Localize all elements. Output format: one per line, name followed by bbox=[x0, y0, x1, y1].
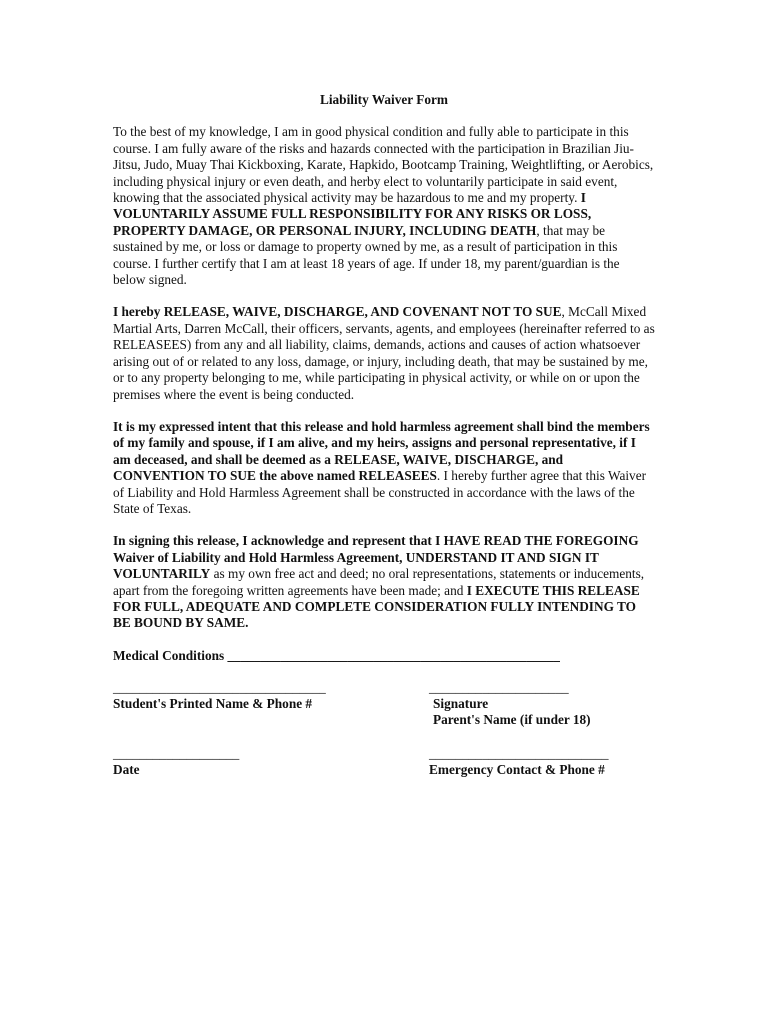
para3-bold-intent: It is my expressed intent that this release and hold harmless agreement shall bind the members of my family and spouse, if I am alive, and my heirs, assigns and personal representative, if I am deceased, and shall be deemed as a RELEASE, WAIVE, DISCHARGE, and CONVENTION TO SUE the above named RELEASEES bbox=[113, 418, 650, 484]
parent-name-label: Parent's Name (if under 18) bbox=[433, 712, 591, 728]
medical-conditions-label: Medical Conditions bbox=[113, 647, 228, 663]
date-line[interactable]: ___________________ bbox=[113, 746, 240, 762]
medical-conditions-line[interactable]: __________________________________________________ bbox=[227, 647, 560, 663]
emergency-contact-label: Emergency Contact & Phone # bbox=[429, 762, 605, 778]
para3-text-1: . I hereby further agree that this Waiver of Liability and Hold Harmless Agreement shall be constructed in accordance with the laws of the State of Texas. bbox=[113, 468, 647, 516]
date-block bbox=[113, 746, 239, 778]
para1-bold-assume-risk: I VOLUNTARILY ASSUME FULL RESPONSIBILITY FOR ANY RISKS OR LOSS, PROPERTY DAMAGE, OR PERSONAL INJURY, INCLUDING DEATH bbox=[113, 190, 592, 238]
date-label: Date bbox=[113, 762, 140, 778]
para2-text-1: , McCall Mixed Martial Arts, Darren McCall, their officers, servants, agents, and employees (hereinafter referred to as RELEASEES) from any and all liability, claims, demands, actions and causes of action whatsoever arising out of or related to any loss, damage, or injury, including death, that may be sustained by me, or to any property belonging to me, while participating in physical activity, or while on or upon the premises where the event is being conducted. bbox=[113, 304, 655, 402]
student-name-line[interactable]: ________________________________ bbox=[113, 680, 326, 696]
student-name-block bbox=[113, 680, 326, 712]
student-name-label: Student's Printed Name & Phone # bbox=[113, 696, 313, 712]
waiver-document bbox=[113, 92, 655, 796]
para2-bold-release: I hereby RELEASE, WAIVE, DISCHARGE, AND COVENANT NOT TO SUE bbox=[113, 304, 562, 320]
paragraph-risk-acknowledgement bbox=[113, 124, 655, 288]
paragraph-signing bbox=[113, 533, 655, 631]
signature-block bbox=[429, 680, 591, 728]
para1-text-1: To the best of my knowledge, I am in good physical condition and fully able to participate in this course. I am fully aware of the risks and hazards connected with the participation in Brazilian Jiu-Jitsu, Judo, Muay Thai Kickboxing, Karate, Hapkido, Bootcamp Training, Weightlifting, or Aerobics, including physical injury or even death, and herby elect to voluntarily participate in said event, knowing that the associated physical activity may be hazardous to me and my property. bbox=[113, 124, 654, 206]
signature-row-2 bbox=[113, 746, 655, 796]
signature-label: Signature bbox=[433, 696, 489, 712]
emergency-contact-block bbox=[429, 746, 609, 778]
para1-text-2: , that may be sustained by me, or loss or damage to property owned by me, as a result of participation in this course. I further certify that I am at least 18 years of age. If under 18, my parent/guardian is the below signed. bbox=[113, 222, 620, 288]
medical-conditions-field[interactable] bbox=[113, 648, 655, 664]
signature-row-1 bbox=[113, 680, 655, 730]
para4-bold-2: I EXECUTE THIS RELEASE FOR FULL, ADEQUATE AND COMPLETE CONSIDERATION FULLY INTENDING TO BE BOUND BY SAME. bbox=[113, 582, 640, 631]
emergency-contact-line[interactable]: ___________________________ bbox=[429, 746, 609, 762]
paragraph-intent bbox=[113, 419, 655, 517]
para4-bold-1: In signing this release, I acknowledge and represent that I HAVE READ THE FOREGOING Waiver of Liability and Hold Harmless Agreement, UNDERSTAND IT AND SIGN IT VOLUNTARILY bbox=[113, 533, 639, 582]
document-title: Liability Waiver Form bbox=[319, 92, 449, 107]
paragraph-release bbox=[113, 304, 655, 402]
para4-text-1: as my own free act and deed; no oral representations, statements or inducements, apart from the foregoing written agreements have been made; and bbox=[113, 566, 645, 598]
signature-line[interactable]: _____________________ bbox=[429, 680, 569, 696]
